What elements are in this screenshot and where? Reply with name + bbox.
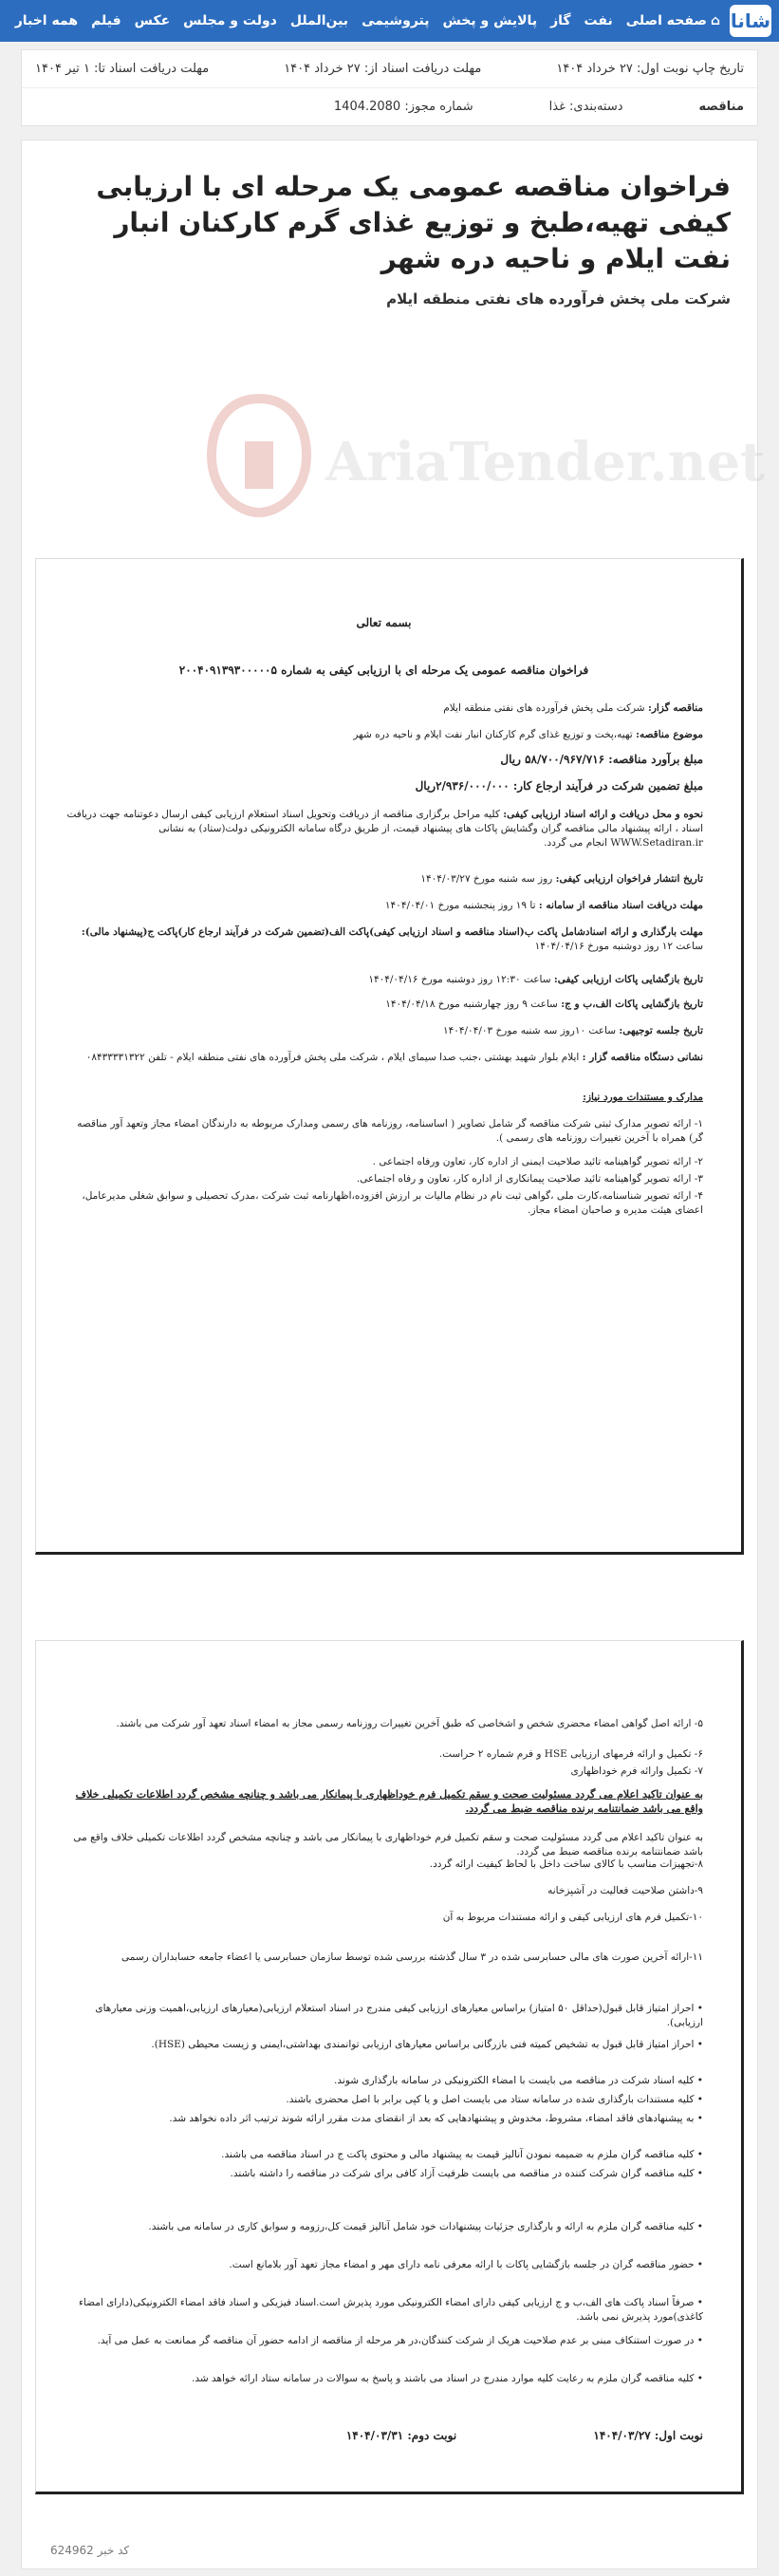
doc-heading: فراخوان مناقصه عمومی یک مرحله ای با ارزیابی کیفی به شماره ۲۰۰۴۰۹۱۳۹۳۰۰۰۰۰۵	[178, 663, 589, 677]
doc2-line-6: ۶- تکمیل و ارائه فرمهای ارزیابی HSE و فرم شماره ۲ حراست.	[438, 1748, 703, 1760]
doc2-line-7: ۷- تکمیل وارائه فرم خوداظهاری	[570, 1765, 703, 1777]
doc2-bullet-5: • به پیشنهادهای فاقد امضاء، مشروط، مخدوش و پیشنهادهایی که بعد از انقضای مدت مقرر ارائه شوند ترتیب اثر داده نخواهد شد.	[169, 2113, 703, 2124]
doc-submit-deadline: مهلت بارگذاری و ارائه اسنادشامل پاکت ب(اسناد مناقصه و اسناد ارزیابی کیفی)پاکت الف(تضمین شرکت در فرآیند ارجاع کار)پاکت ج(پیشنهاد مالی): ساعت ۱۲ روز دوشنبه مورخ ۱۴۰۴/۰۴/۱۶	[81, 926, 703, 952]
doc2-bullet-3: • کلیه اسناد شرکت در مناقصه می بایست با امضاء الکترونیکی در سامانه بارگذاری شوند.	[334, 2075, 703, 2086]
dates-row	[22, 50, 757, 88]
doc2-warning: به عنوان تاکید اعلام می گردد مسئولیت صحت و سقم تکمیل فرم خوداظهاری با پیمانکار می باشد و چنانچه مشخص گردد اطلاعات تکمیلی خلاف واقع می باشد ضمانتنامه برنده مناقصه ضبط می گردد.	[75, 1788, 703, 1815]
nav-refining[interactable]: پالایش و پخش	[442, 13, 538, 28]
tender-organization: شرکت ملی پخش فرآورده های نفتی منطقه ایلام	[386, 290, 731, 308]
doc-open-quality: تاریخ بازگشایی پاکات ارزیابی کیفی: ساعت ۱۲:۳۰ روز دوشنبه مورخ ۱۴۰۴/۰۴/۱۶	[368, 974, 703, 985]
doc2-bullet-8: • کلیه مناقصه گران ملزم به ارائه و بارگذاری جزئیات پیشنهادات خود شامل آنالیز قیمت کل،رزومه و سوابق کاری در سامانه می باشند.	[148, 2221, 703, 2232]
site-logo[interactable]: شانا	[730, 5, 771, 37]
doc2-line-5: ۵- ارائه اصل گواهی امضاء محضری شخص و اشخاصی که طبق آخرین تغییرات روزنامه رسمی مجاز به امضاء اسناد تعهد آور شرکت می باشند.	[116, 1718, 703, 1729]
nav-gas[interactable]: گاز	[550, 13, 571, 28]
doc-subject: موضوع مناقصه: تهیه،پخت و توزیع غذای گرم کارکنان انبار نفت ایلام و ناحیه دره شهر	[353, 729, 703, 740]
tender-category: دسته‌بندی: غذا	[548, 100, 623, 114]
doc-address: نشانی دستگاه مناقصه گزار : ایلام بلوار شهید بهشتی ،جنب صدا سیمای ایلام ، شرکت ملی پخش فرآورده های نفتی منطقه ایلام - تلفن ۰۸۴۳۳۳۳۱۳۲۲	[85, 1052, 703, 1063]
top-navbar	[0, 0, 779, 42]
doc2-bullet-7: • کلیه مناقصه گران شرکت کننده در مناقصه می بایست ظرفیت آزاد کافی برای شرکت در مناقصه را داشته باشند.	[230, 2168, 703, 2179]
tender-type: مناقصه	[698, 100, 744, 114]
scanned-document-page-2	[35, 1640, 744, 2494]
doc2-line-8: به عنوان تاکید اعلام می گردد مسئولیت صحت و سقم تکمیل فرم خوداظهاری با پیمانکار می باشد و چنانچه مشخص گردد اطلاعات تکمیلی خلاف واقع می باشد ضمانتنامه برنده مناقصه ضبط می گردد.	[73, 1832, 703, 1857]
tender-card	[21, 140, 765, 2569]
tender-info-box	[21, 49, 758, 126]
doc-req-4: ۴- ارائه تصویر شناسنامه،کارت ملی ،گواهی ثبت نام در نظام مالیات بر ارزش افزوده،اظهارنامه ثبت شرکت ،مدرک تحصیلی و سوابق شغلی مدیرعامل، اعضای هیئت مدیره و صاحبان امضاء مجاز.	[82, 1190, 703, 1216]
doc2-line-11: ۱۰-تکمیل فرم های ارزیابی کیفی و ارائه مستندات مربوط به آن	[442, 1912, 703, 1923]
scanned-document-page-1	[35, 558, 744, 1555]
doc-method: نحوه و محل دریافت و ارائه اسناد ارزیابی کیفی: کلیه مراحل برگزاری مناقصه از دریافت وتحویل اسناد استعلام ارزیابی کیفی ارسال دعوتنامه جهت دریافت اسناد ، ارائه پیشنهاد مالی مناقصه گران وگشایش پاکات های پیشنهاد قیمت، از طریق درگاه سامانه الکترونیکی دولت(ستاد) به نشانی WWW.Setadiran.ir انجام می گردد.	[66, 809, 703, 849]
doc2-bullet-12: • کلیه مناقصه گران ملزم به رعایت کلیه موارد مندرج در اسناد می باشند و پاسخ به سوالات در سامانه ستاد ارائه خواهد شد.	[191, 2373, 703, 2384]
doc2-line-12: ۱۱-ارائه آخرین صورت های مالی حسابرسی شده در ۳ سال گذشته بررسی شده توسط سازمان حسابرسی یا اعضاء جامعه حسابداران رسمی	[121, 1951, 703, 1963]
doc2-line-10: ۹-داشتن صلاحیت فعالیت در آشپزخانه	[547, 1885, 703, 1896]
license-number: شماره مجوز: 1404.2080	[333, 100, 473, 114]
doc2-bullet-2: • احراز امتیاز قابل قبول به تشخیص کمیته فنی بازرگانی براساس معیارهای ارزیابی توانمندی بهداشتی،ایمنی و زیست محیطی (HSE).	[151, 2039, 703, 2050]
ariatender-watermark	[145, 389, 765, 541]
nav-gov[interactable]: دولت و مجلس	[183, 13, 277, 28]
nav-menu	[15, 13, 720, 28]
doc-required-docs-title: مدارک و مستندات مورد نیاز:	[583, 1092, 703, 1103]
doc-publish-date: تاریخ انتشار فراخوان ارزیابی کیفی: روز سه شنبه مورخ ۱۴۰۴/۰۳/۲۷	[420, 873, 703, 885]
print-date: تاریخ چاپ نوبت اول: ۲۷ خرداد ۱۴۰۴	[556, 62, 744, 76]
doc-deadline: مهلت دریافت اسناد از: ۲۷ خرداد ۱۴۰۴	[284, 62, 482, 76]
doc2-bullet-9: • حضور مناقصه گران در جلسه بازگشایی پاکات با ارائه معرفی نامه دارای مهر و امضاء مجاز تعهد آور بلامانع است.	[229, 2259, 703, 2270]
nav-film[interactable]: فیلم	[91, 13, 121, 28]
doc-receive-deadline: مهلت دریافت اسناد مناقصه از سامانه : تا ۱۹ روز پنجشنبه مورخ ۱۴۰۴/۰۴/۰۱	[384, 900, 703, 911]
doc2-bullet-4: • کلیه مستندات بارگذاری شده در سامانه ستاد می بایست اصل و یا کپی برابر با اصل محضری باشند.	[286, 2094, 703, 2105]
tender-title: فراخوان مناقصه عمومی یک مرحله ای با ارزیابی کیفی تهیه،طبخ و توزیع غذای گرم کارکنان انبار نفت ایلام و ناحیه دره شهر	[96, 171, 731, 274]
nav-all-news[interactable]: همه اخبار	[14, 13, 79, 28]
doc-open-abc: تاریخ بازگشایی پاکات الف،ب و ج: ساعت ۹ روز چهارشنبه مورخ ۱۴۰۴/۰۴/۱۸	[385, 999, 703, 1010]
watermark-text: AriaTender.net	[325, 431, 765, 494]
doc-organizer: مناقصه گزار: شرکت ملی پخش فرآورده های نفتی منطقه ایلام	[443, 702, 703, 714]
news-code: کد خبر 624962	[50, 2544, 130, 2557]
nav-petrochem[interactable]: پتروشیمی	[362, 13, 430, 28]
doc-estimate: مبلغ برآورد مناقصه: ۵۸/۷۰۰/۹۶۷/۷۱۶ ریال	[500, 753, 703, 766]
doc2-bullet-10: • صرفاً اسناد پاکت های الف،ب و ج ارزیابی کیفی دارای امضاء الکترونیکی مورد پذیرش است.اسناد فیزیکی و اسناد فاقد امضاء الکترونیکی(دارای امضاء کاغذی)مورد پذیرش نمی باشد.	[78, 2297, 703, 2323]
doc-req-1: ۱- ارائه تصویر مدارک ثبتی شرکت مناقصه گر شامل تصاویر ( اساسنامه، روزنامه های رسمی ومدارک مربوطه به دارندگان امضاء مجاز وتعهد آور مناقصه گر) همراه با آخرین تغییرات روزنامه های رسمی ).	[77, 1118, 703, 1144]
doc2-bullet-1: • احراز امتیاز قابل قبول(حداقل ۵۰ امتیاز) براساس معیارهای ارزیابی کیفی مندرج در اسناد استعلام ارزیابی(معیارهای ارزیابی،اهمیت وزنی معیارهای ارزیابی).	[95, 2003, 703, 2028]
doc-guarantee: مبلغ تضمین شرکت در فرآیند ارجاع کار: ۲/۹۳۶/۰۰۰/۰۰۰ریال	[415, 779, 703, 793]
meta-row	[22, 88, 757, 125]
doc-briefing: تاریخ جلسه توجیهی: ساعت ۱۰روز سه شنبه مورخ ۱۴۰۴/۰۴/۰۳	[442, 1025, 703, 1036]
watermark-logo-icon	[202, 389, 316, 522]
nav-home[interactable]: ⌂ صفحه اصلی	[625, 13, 720, 28]
doc-req-3: ۳- ارائه تصویر گواهینامه تائید صلاحیت پیمانکاری از اداره کار، تعاون و رفاه اجتماعی.	[356, 1173, 703, 1185]
home-icon: ⌂	[710, 13, 720, 28]
nav-intl[interactable]: بین‌الملل	[289, 13, 349, 28]
doc2-bullet-11: • در صورت استنکاف مبنی بر عدم صلاحیت هریک از شرکت کنندگان،در هر مرحله از مناقصه از ادامه حضور آن مناقصه گر ممانعت به عمل می آید.	[97, 2335, 703, 2346]
doc-req-2: ۲- ارائه تصویر گواهینامه تائید صلاحیت ایمنی از اداره کار، تعاون ورفاه اجتماعی .	[372, 1156, 703, 1167]
nav-oil[interactable]: نفت	[584, 13, 613, 28]
doc-basmala: بسمه تعالی	[356, 616, 412, 629]
submit-deadline: مهلت دریافت اسناد تا: ۱ تیر ۱۴۰۴	[35, 62, 210, 76]
doc2-bullet-6: • کلیه مناقصه گران ملزم به ضمیمه نمودن آنالیز قیمت به پیشنهاد مالی و محتوی پاکت ج در اسناد مناقصه می باشند.	[221, 2149, 703, 2160]
doc2-dates: نوبت اول: ۱۴۰۴/۰۳/۲۷ نوبت دوم: ۱۴۰۴/۰۳/۳۱	[345, 2429, 703, 2442]
doc2-line-9: ۸-تجهیزات مناسب با کالای ساخت داخل با لحاظ کیفیت ارائه گردد.	[429, 1858, 703, 1870]
nav-photo[interactable]: عکس	[134, 13, 171, 28]
